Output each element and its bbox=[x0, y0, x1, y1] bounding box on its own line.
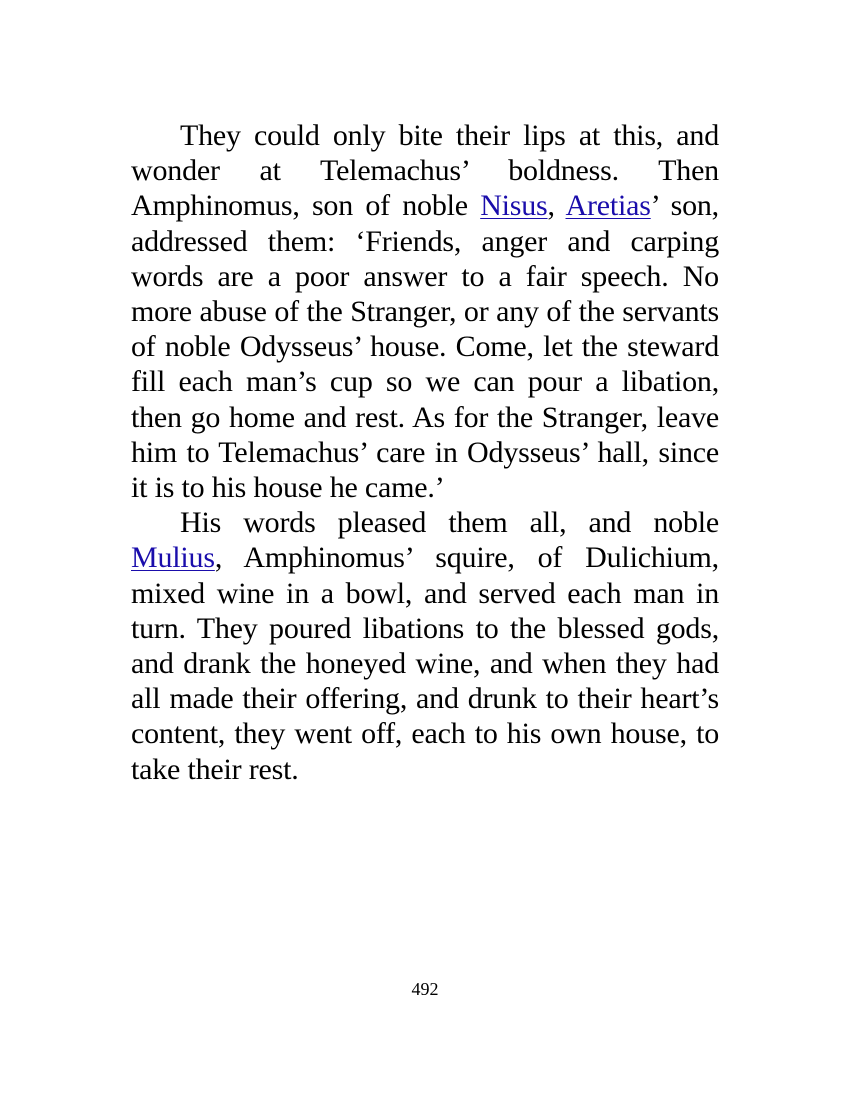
page-body bbox=[131, 118, 719, 787]
paragraph-2-text-1: His words pleased them all, and noble bbox=[180, 506, 719, 540]
link-mulius[interactable]: Mulius bbox=[131, 541, 215, 575]
link-nisus[interactable]: Nisus bbox=[480, 189, 548, 223]
paragraph-2-text-2: , Amphinomus’ squire, of Dulichium, mixed wine in a bowl, and served each man in turn. They poured libations to the blessed gods, and drank the honeyed wine, and when they had all made their offering, and drunk to their heart’s content, they went off, each to his own house, to take their rest. bbox=[131, 541, 719, 786]
paragraph-1-text-1: They could only bite their lips at this, and wonder at Telemachus’ boldness. Then Amphinomus, son of noble bbox=[131, 119, 719, 223]
paragraph-1 bbox=[131, 118, 719, 505]
link-aretias[interactable]: Aretias bbox=[565, 189, 651, 223]
paragraph-2 bbox=[131, 505, 719, 787]
page-number: 492 bbox=[411, 979, 439, 999]
paragraph-1-text-3: ’ son, addressed them: ‘Friends, anger and carping words are a poor answer to a fair speech. No more abuse of the Stranger, or any of the servants of noble Odysseus’ house. Come, let the steward fill each man’s cup so we can pour a libation, then go home and rest. As for the Stranger, leave him to Telemachus’ care in Odysseus’ hall, since it is to his house he came.’ bbox=[131, 189, 719, 505]
paragraph-1-text-2: , bbox=[547, 189, 566, 223]
